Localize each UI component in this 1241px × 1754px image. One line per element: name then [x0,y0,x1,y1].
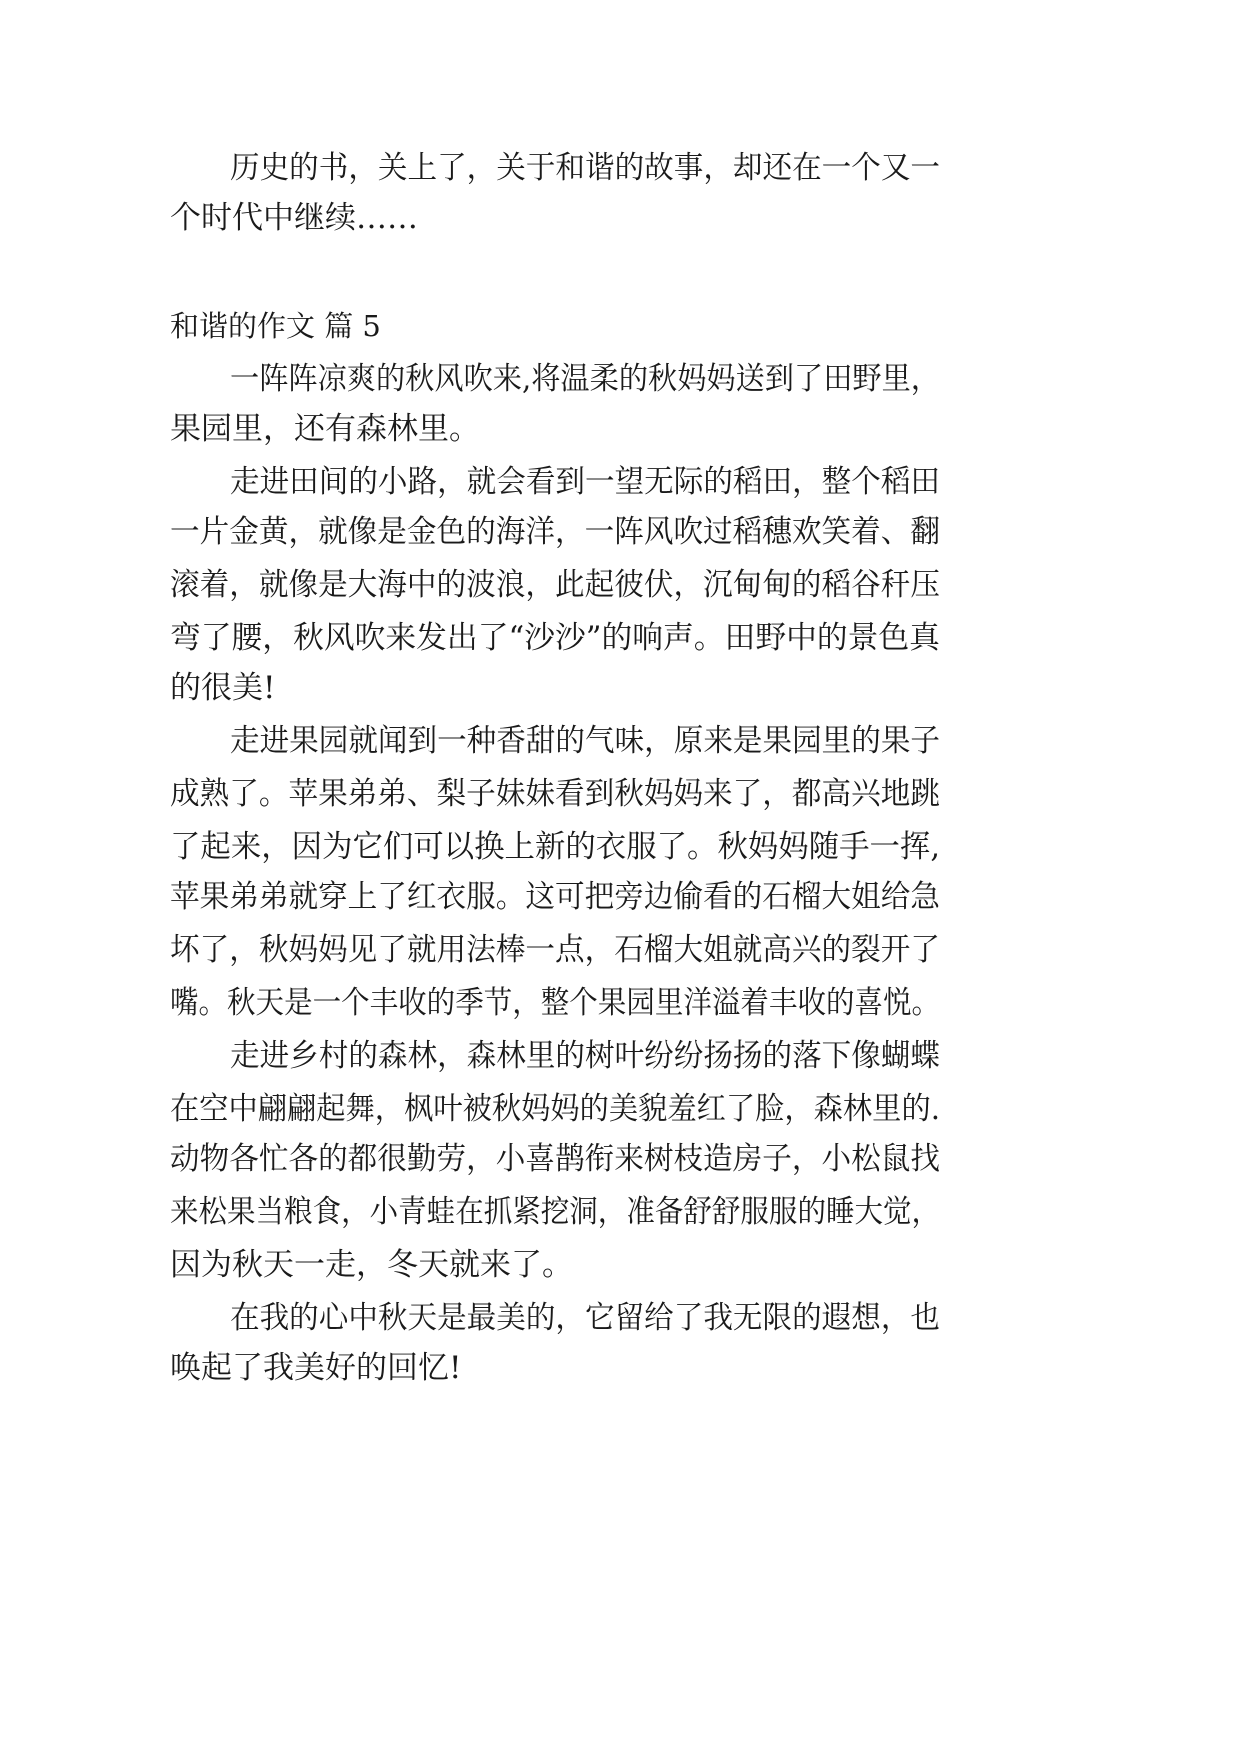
text-line: 苹果弟弟就穿上了红衣服。这可把旁边偷看的石榴大姐给急 [170,879,940,915]
text-line: 成熟了。苹果弟弟、梨子妹妹看到秋妈妈来了，都高兴地跳 [170,776,940,812]
text-line: 个时代中继续…… [170,200,418,236]
text-line: 嘴。秋天是一个丰收的季节，整个果园里洋溢着丰收的喜悦。 [170,985,941,1021]
text-line: 来松果当粮食，小青蛙在抓紧挖洞，准备舒舒服服的睡大觉， [170,1194,941,1230]
text-line: 滚着，就像是大海中的波浪，此起彼伏，沉甸甸的稻谷秆压 [170,567,940,603]
text-line: 一阵阵凉爽的秋风吹来,将温柔的秋妈妈送到了田野里， [230,361,940,397]
text-line: 历史的书，关上了，关于和谐的故事，却还在一个又一 [230,150,940,186]
text-line: 走进果园就闻到一种香甜的气味，原来是果园里的果子 [230,723,940,759]
text-line: 动物各忙各的都很勤劳，小喜鹊衔来树枝造房子，小松鼠找 [170,1141,940,1177]
text-line: 一片金黄，就像是金色的海洋，一阵风吹过稻穗欢笑着、翻 [170,514,940,550]
text-line: 走进乡村的森林，森林里的树叶纷纷扬扬的落下像蝴蝶 [230,1038,940,1074]
text-line: 坏了，秋妈妈见了就用法棒一点，石榴大姐就高兴的裂开了 [170,932,940,968]
section-heading-text: 和谐的作文 篇 5 [170,309,381,343]
text-line: 走进田间的小路，就会看到一望无际的稻田，整个稻田 [230,464,940,500]
text-line: 因为秋天一走，冬天就来了。 [170,1247,573,1283]
text-line: 了起来，因为它们可以换上新的衣服了。秋妈妈随手一挥, [170,829,941,865]
text-line: 唤起了我美好的回忆! [170,1350,462,1386]
text-line: 在空中翩翩起舞，枫叶被秋妈妈的美貌羞红了脸，森林里的. [170,1091,941,1127]
text-line: 果园里，还有森林里。 [170,411,480,447]
text-line: 在我的心中秋天是最美的，它留给了我无限的遐想，也 [230,1300,940,1336]
text-line: 弯了腰，秋风吹来发出了“沙沙”的响声。田野中的景色真 [170,620,940,656]
text-line: 的很美! [170,670,276,706]
